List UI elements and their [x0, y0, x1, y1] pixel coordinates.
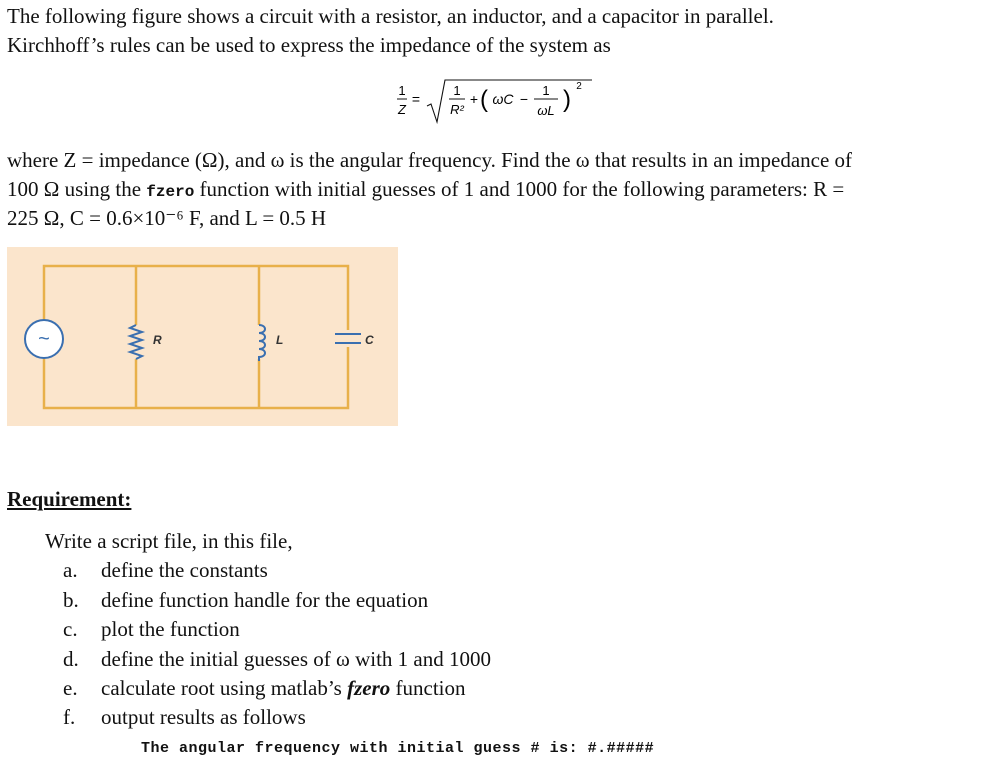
formula-r-numerator: 1: [453, 83, 461, 98]
item-letter: d.: [63, 647, 79, 671]
where-line-3: 225 Ω, C = 0.6×10⁻⁶ F, and L = 0.5 H: [7, 206, 327, 230]
formula-equals: =: [411, 91, 421, 107]
formula-lhs-numerator: 1: [398, 83, 406, 98]
requirement-item-f: [63, 705, 306, 729]
where-line-2-post: function with initial guesses of 1 and 1000 for the following parameters: R =: [194, 177, 845, 201]
formula-lhs-denominator: Z: [398, 102, 406, 117]
where-line-2-pre: 100 Ω using the: [7, 177, 147, 201]
item-text: plot the function: [101, 617, 240, 641]
item-letter: b.: [63, 588, 79, 612]
circuit-svg: [7, 247, 398, 426]
inductor-icon: [259, 325, 265, 361]
requirement-title: Requirement:: [7, 487, 132, 511]
requirement-item-c: [63, 617, 240, 641]
intro-line-1: The following figure shows a circuit with a resistor, an inductor, and a capacitor in parallel.: [7, 4, 774, 28]
circuit-diagram: [7, 247, 398, 426]
where-line-1: where Z = impedance (Ω), and ω is the angular frequency. Find the ω that results in an impedance of: [7, 148, 853, 172]
item-letter: e.: [63, 676, 78, 700]
requirement-intro: Write a script file, in this file,: [45, 529, 293, 553]
requirement-item-e: [63, 676, 466, 700]
formula-paren-open: (: [480, 86, 488, 113]
item-letter: c.: [63, 617, 78, 641]
intro-line-2: Kirchhoff’s rules can be used to express the impedance of the system as: [7, 33, 611, 57]
circuit-wires: [44, 266, 348, 408]
formula-l-numerator: 1: [542, 83, 550, 98]
item-text-fzero: fzero: [347, 676, 391, 700]
capacitor-label: C: [365, 333, 374, 347]
fzero-code: fzero: [146, 183, 195, 201]
item-text-pre: calculate root using matlab’s: [101, 676, 348, 700]
inductor-label: L: [276, 333, 284, 347]
formula-r-denominator: R²: [450, 102, 464, 117]
resistor-label: R: [153, 333, 162, 347]
item-text: define the initial guesses of ω with 1 and 1000: [101, 647, 491, 671]
requirement-item-b: [63, 588, 428, 612]
formula-omega-c: ωC: [492, 91, 514, 107]
impedance-formula: [396, 74, 596, 130]
item-text-post: function: [390, 676, 466, 700]
item-text: define function handle for the equation: [101, 588, 429, 612]
formula-plus: +: [469, 91, 479, 107]
item-text: output results as follows: [101, 705, 306, 729]
requirement-item-d: [63, 647, 491, 671]
formula-l-denominator: ωL: [537, 103, 555, 118]
where-line-2: [7, 177, 844, 204]
item-letter: f.: [63, 705, 76, 729]
formula-paren-close: ): [563, 86, 571, 113]
formula-minus: −: [519, 91, 529, 107]
item-text: define the constants: [101, 558, 268, 582]
requirement-item-a: [63, 558, 268, 582]
ac-source-symbol: ~: [38, 328, 50, 350]
resistor-icon: [130, 325, 142, 359]
item-letter: a.: [63, 558, 78, 582]
formula-exponent: 2: [576, 81, 582, 92]
output-format-code: The angular frequency with initial guess # is: #.#####: [141, 740, 655, 757]
